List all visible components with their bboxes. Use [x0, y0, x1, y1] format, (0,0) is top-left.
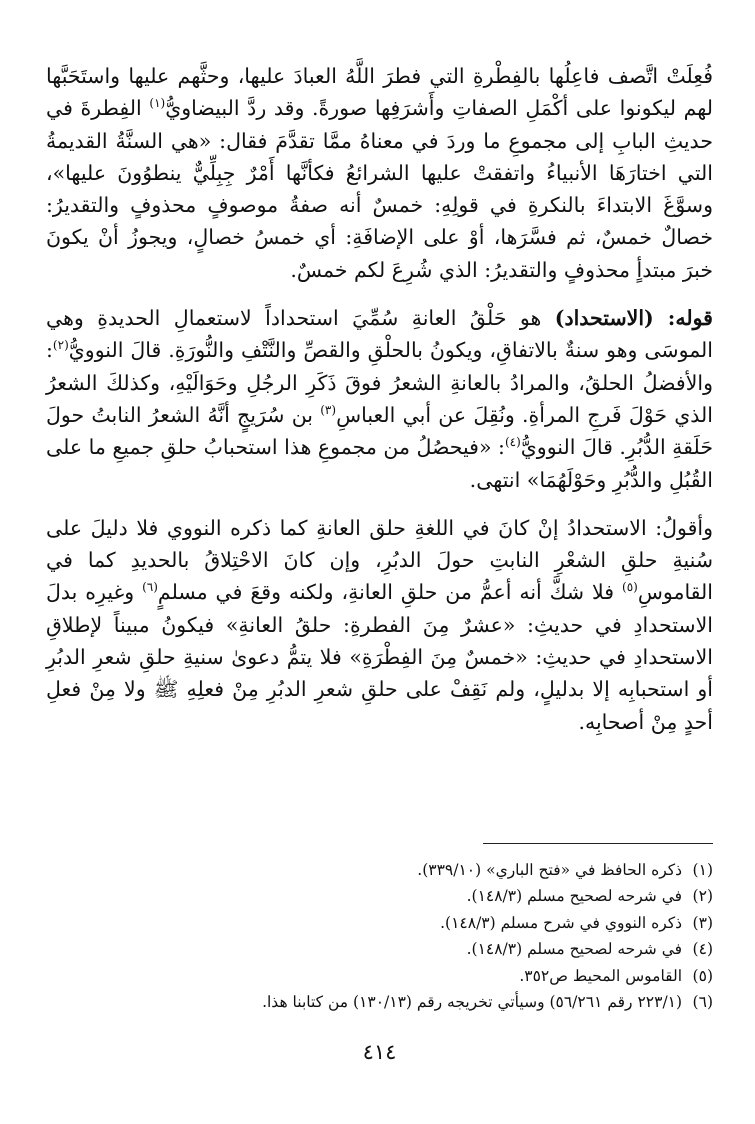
footnote-number: (٣) — [692, 913, 713, 932]
footnote-item — [46, 910, 713, 936]
paragraph-2-run-8: : «فيحصُلُ من مجموعِ هذا استحبابُ حلقِ جميعِ ما على القُبُلِ والدُّبُرِ وحَوْلَهُمَا» انتهى. — [46, 435, 713, 492]
footnotes-list — [46, 857, 713, 1015]
footnote-text: (٢٢٣/١ رقم ٥٦/٢٦١) وسيأتي تخريجه رقم (١٣٠/١٣) من كتابنا هذا. — [262, 993, 683, 1012]
footnote-item — [46, 883, 713, 909]
footnote-item — [46, 857, 713, 883]
footnote-divider — [483, 843, 713, 844]
footnote-item — [46, 963, 713, 989]
footnote-number: (٤) — [692, 940, 713, 959]
footnote-ref-1: (١) — [149, 96, 166, 111]
paragraph-1-run-1: فُعِلَتْ اتَّصف فاعِلُها بالفِطْرةِ التي فطرَ اللَّهُ العبادَ عليها، وحثَّهم عليها واستَحَبَّها لهم ليكونوا على أكْمَلِ الصفاتِ وأَشرَفِها صورةً. وقد ردَّ البيضاويُّ — [46, 64, 713, 121]
footnote-number: (٥) — [692, 966, 713, 985]
footnote-number: (١) — [692, 861, 713, 879]
footnote-ref-5: (٥) — [622, 580, 638, 595]
footnote-text: في شرحه لصحيح مسلم (١٤٨/٣). — [466, 887, 683, 906]
footnote-ref-2: (٢) — [52, 338, 69, 353]
footnote-text: في شرحه لصحيح مسلم (١٤٨/٣). — [466, 940, 683, 959]
paragraph-2-run-4: : والأفضلُ الحلقُ، والمرادُ بالعانةِ الشعرُ فوقَ ذَكَرِ الرجُلِ وحَوَالَيْهِ، وكذلكَ الشعرُ الذي حَوْلَ فَرجِ المرأةِ. ونُقِلَ عن أبي العباسِ — [46, 338, 713, 427]
paragraph-2-heading: قوله: (الاستحداد) — [554, 306, 713, 331]
page-number: ٤١٤ — [362, 1040, 397, 1064]
paragraph-2-run-6: بن سُرَيجٍ أنَّهُ الشعرُ النابتُ حولَ حَلَقةِ الدُّبُرِ. قالَ النوويُّ — [46, 402, 713, 460]
footnote-text: ذكره النووي في شرح مسلم (١٤٨/٣). — [440, 913, 683, 932]
paragraph-3-run-3: فلا شكَّ أنه أعمُّ من حلقِ العانةِ، ولكنه وقعَ في مسلمٍ — [157, 580, 623, 605]
footnote-ref-4: (٤) — [504, 435, 521, 450]
paragraph-3-run-1: وأقولُ: الاستحدادُ إنْ كانَ في اللغةِ حلق العانةِ كما ذكره النووي فلا دليلَ على سُنيةِ حلقِ الشعْرِ النابتِ حولَ الدبُرِ، وإن كانَ الاحْتِلاقُ بالحديدِ كما في القاموسِ — [46, 515, 713, 605]
footnote-number: (٢) — [692, 887, 713, 906]
paragraph-3 — [46, 512, 713, 738]
paragraph-1 — [46, 60, 713, 286]
footnote-ref-3: (٣) — [320, 403, 337, 418]
paragraph-2-run-2: هو حَلْقُ العانةِ سُمِّيَ استحداداً لاستعمالِ الحديدةِ وهي الموسَى وهو سنةٌ بالاتفاقِ، ويكونُ بالحلْقِ والقصِّ والنَّتْفِ والنُّورَةِ. قالَ النوويُّ — [46, 306, 713, 363]
footnote-ref-6: (٦) — [142, 580, 158, 595]
footnote-item — [46, 936, 713, 962]
footnote-text: القاموس المحيط ص٣٥٢. — [519, 966, 683, 985]
paragraph-2 — [46, 302, 713, 496]
book-page — [46, 60, 713, 1124]
footnote-item — [46, 989, 713, 1015]
footnote-number: (٦) — [692, 993, 713, 1012]
footnote-text: ذكره الحافظ في «فتح الباري» (٣٣٩/١٠). — [417, 861, 683, 879]
paragraph-3-run-5: وغيرِه بدلَ الاستحدادِ في حديثِ: «عشرٌ مِنَ الفطرةِ: حلقُ العانةِ» فيكونُ مبيناً لإطلاقِ الاستحدادِ في حديثِ: «خمسٌ مِنَ الفِطْرَةِ» فلا يتمُّ دعوىٰ سنيةِ حلقِ شعرِ الدبُرِ أو استحبابِه إلا بدليلٍ، ولم نَقِفْ على حلقِ شعرِ الدبُرِ مِنْ فعلِهِ ﷺ ولا مِنْ فعلِ أحدٍ مِنْ أصحابِه. — [46, 580, 713, 734]
body-text — [46, 60, 713, 738]
paragraph-1-run-3: الفِطرةَ في حديثِ البابِ إلى مجموعِ ما وردَ في معناهُ ممَّا تقدَّمَ فقال: «هي السنَّةُ القديمةُ التي اختارَهَا الأنبياءُ واتفقتْ عليها الشرائعُ فكأنَّها أَمْرٌ جِبِلِّيٌّ ينطوُونَ عليها»، وسوَّغَ الابتداءَ بالنكرةِ في قولِهِ: خمسٌ أنه صفةُ موصوفٍ محذوفٍ والتقديرُ: خصالٌ خمسٌ، ثم فسَّرَها، أوْ على الإضافَةِ: أي خمسُ خصالٍ، ويجوزُ أنْ يكونَ خبرَ مبتدأٍ محذوفٍ والتقديرُ: الذي شُرِعَ لكم خمسٌ. — [46, 96, 713, 282]
